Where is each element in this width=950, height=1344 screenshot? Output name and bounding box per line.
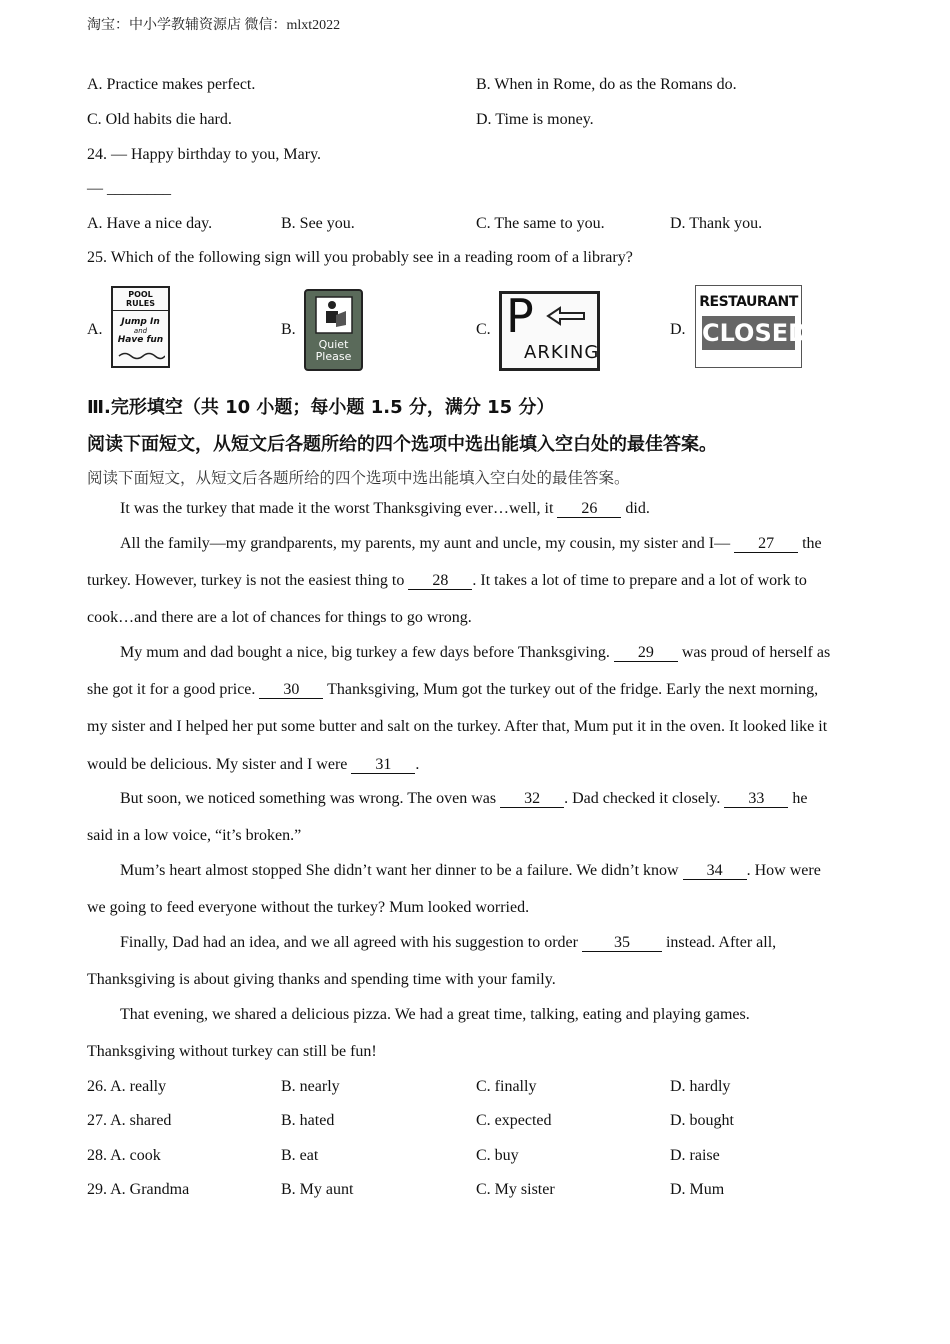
- answer-option: 28. A. cook: [87, 1147, 161, 1164]
- answer-option: 27. A. shared: [87, 1112, 172, 1129]
- q25-label-a: A.: [87, 321, 103, 338]
- pool-rules-sign: [111, 286, 170, 368]
- passage-line: [120, 500, 650, 518]
- answer-option: D. bought: [670, 1112, 734, 1129]
- restaurant-closed-sign: [695, 285, 809, 368]
- blank-33: 33: [724, 790, 788, 808]
- q23-option-a: A. Practice makes perfect.: [87, 76, 256, 93]
- sign-c-word: ARKING: [524, 342, 600, 363]
- sign-a-line2: and: [133, 327, 148, 335]
- blank-35: 35: [582, 934, 662, 952]
- blank-31: 31: [351, 756, 415, 774]
- q24-question: 24. — Happy birthday to you, Mary.: [87, 146, 322, 163]
- text: was proud of herself as: [677, 644, 831, 661]
- passage-line: cook…and there are a lot of chances for things to go wrong.: [87, 609, 472, 626]
- answer-option: C. expected: [476, 1112, 552, 1129]
- wave-icon: [117, 350, 165, 360]
- blank-34: 34: [683, 862, 747, 880]
- text: did.: [621, 500, 650, 517]
- answer-option: D. raise: [670, 1147, 720, 1164]
- q25-label-d: D.: [670, 321, 686, 338]
- passage-line: Thanksgiving is about giving thanks and spending time with your family.: [87, 971, 556, 988]
- sign-d-line2: CLOSED: [702, 316, 795, 350]
- answer-option: 26. A. really: [87, 1078, 167, 1095]
- passage-line: [87, 572, 807, 590]
- sign-c-letter: P: [506, 289, 534, 343]
- parking-sign: [499, 291, 600, 371]
- text: . How were: [746, 862, 821, 879]
- blank-30: 30: [259, 681, 323, 699]
- answer-option: D. hardly: [670, 1078, 731, 1095]
- text: Thanksgiving, Mum got the turkey out of the fridge. Early the next morning,: [323, 681, 819, 698]
- answer-option: C. buy: [476, 1147, 519, 1164]
- text: All the family—my grandparents, my parents, my aunt and uncle, my cousin, my sister and I—: [120, 535, 735, 552]
- page-header: 淘宝：中小学教辅资源店 微信：mlxt2022: [87, 18, 341, 33]
- passage-line: [120, 790, 807, 808]
- sign-b-line2: Please: [315, 350, 352, 363]
- text: .: [415, 756, 420, 773]
- q23-option-b: B. When in Rome, do as the Romans do.: [476, 76, 737, 93]
- passage-line: That evening, we shared a delicious pizza. We had a great time, talking, eating and playing games.: [120, 1006, 750, 1023]
- passage-line: [87, 756, 419, 774]
- text: It was the turkey that made it the worst Thanksgiving ever…well, it: [120, 500, 558, 517]
- passage-line: [120, 862, 821, 880]
- text: he: [788, 790, 808, 807]
- q24-option-a: A. Have a nice day.: [87, 215, 213, 232]
- reader-icon: [314, 295, 354, 335]
- quiet-please-sign: [304, 289, 363, 371]
- text: turkey. However, turkey is not the easiest thing to: [87, 572, 409, 589]
- blank-29: 29: [614, 644, 678, 662]
- passage-line: [120, 934, 776, 952]
- passage-line: [120, 644, 830, 662]
- q25-question: 25. Which of the following sign will you probably see in a reading room of a library?: [87, 249, 633, 266]
- text: would be delicious. My sister and I were: [87, 756, 352, 773]
- text: . It takes a lot of time to prepare and a lot of work to: [472, 572, 807, 589]
- q24-option-b: B. See you.: [281, 215, 355, 232]
- arrow-left-icon: [546, 306, 586, 326]
- q24-option-c: C. The same to you.: [476, 215, 605, 232]
- text: Mum’s heart almost stopped She didn’t want her dinner to be a failure. We didn’t know: [120, 862, 683, 879]
- q24-response: — ________: [87, 180, 171, 197]
- section-instruction: 阅读下面短文，从短文后各题所给的四个选项中选出能填入空白处的最佳答案。: [87, 469, 630, 487]
- q23-option-c: C. Old habits die hard.: [87, 111, 232, 128]
- text: Finally, Dad had an idea, and we all agreed with his suggestion to order: [120, 934, 582, 951]
- sign-d-line1: RESTAURANT: [699, 294, 798, 310]
- sign-a-line3: Have fun: [117, 335, 164, 345]
- q23-option-d: D. Time is money.: [476, 111, 594, 128]
- text: But soon, we noticed something was wrong. The oven was: [120, 790, 501, 807]
- passage-line: my sister and I helped her put some butter and salt on the turkey. After that, Mum put it in the oven. It looked like it: [87, 718, 828, 735]
- sign-a-title: POOL RULES: [113, 288, 168, 311]
- q25-label-c: C.: [476, 321, 491, 338]
- passage-line: Thanksgiving without turkey can still be fun!: [87, 1043, 377, 1060]
- answer-option: B. hated: [281, 1112, 335, 1129]
- passage-line: said in a low voice, “it’s broken.”: [87, 827, 302, 844]
- answer-option: C. My sister: [476, 1181, 555, 1198]
- answer-option: B. eat: [281, 1147, 319, 1164]
- section-title: Ⅲ.完形填空（共 10 小题；每小题 1.5 分，满分 15 分）: [87, 397, 555, 418]
- section-instruction-bold: 阅读下面短文，从短文后各题所给的四个选项中选出能填入空白处的最佳答案。: [87, 434, 717, 455]
- answer-option: B. My aunt: [281, 1181, 354, 1198]
- blank-26: 26: [557, 500, 621, 518]
- answer-option: C. finally: [476, 1078, 537, 1095]
- passage-line: [120, 535, 822, 553]
- text: instead. After all,: [661, 934, 777, 951]
- passage-line: [87, 681, 818, 699]
- text: the: [798, 535, 822, 552]
- q25-label-b: B.: [281, 321, 296, 338]
- answer-option: B. nearly: [281, 1078, 340, 1095]
- text: My mum and dad bought a nice, big turkey a few days before Thanksgiving.: [120, 644, 614, 661]
- text: . Dad checked it closely.: [564, 790, 725, 807]
- blank-28: 28: [408, 572, 472, 590]
- blank-32: 32: [500, 790, 564, 808]
- answer-option: D. Mum: [670, 1181, 725, 1198]
- answer-option: 29. A. Grandma: [87, 1181, 190, 1198]
- blank-27: 27: [734, 535, 798, 553]
- text: she got it for a good price.: [87, 681, 260, 698]
- sign-b-line1: Quiet: [318, 338, 349, 351]
- q24-option-d: D. Thank you.: [670, 215, 763, 232]
- passage-line: we going to feed everyone without the turkey? Mum looked worried.: [87, 899, 530, 916]
- sign-a-line1: Jump In: [121, 317, 160, 327]
